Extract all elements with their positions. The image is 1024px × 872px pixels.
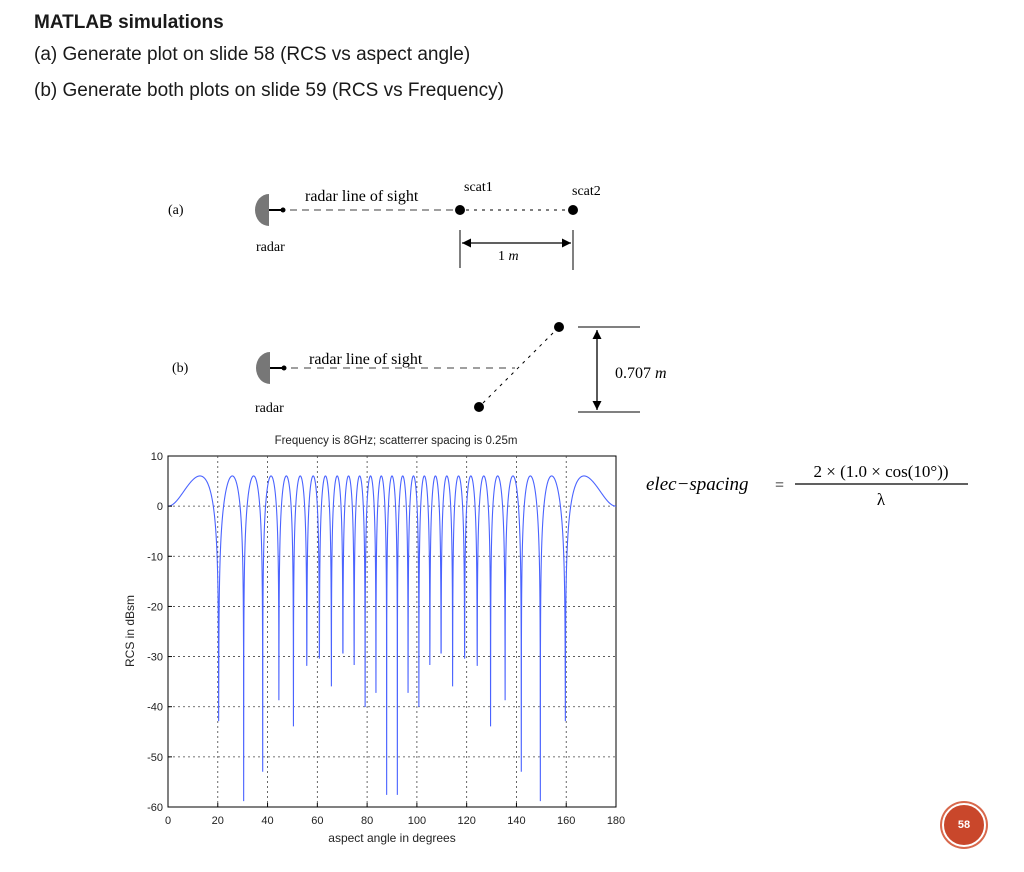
x-axis-label: aspect angle in degrees [328, 831, 456, 845]
y-tick-label: -10 [147, 551, 163, 564]
radar-dish-icon [256, 352, 287, 384]
x-tick-label: 100 [407, 815, 427, 827]
scatterer-2 [568, 205, 578, 215]
x-tick-label: 60 [311, 815, 324, 827]
line-of-sight-label-b: radar line of sight [309, 351, 423, 368]
y-tick-label: 10 [150, 451, 163, 463]
diagram-a [168, 180, 601, 270]
spacing-label: 1 m [498, 249, 519, 264]
y-tick-label: 0 [156, 501, 163, 514]
y-tick-label: -50 [147, 751, 163, 764]
y-axis-label: RCS in dBsm [123, 594, 137, 668]
plot-frame [168, 456, 616, 807]
diagram-b [172, 322, 667, 416]
scat2-label: scat2 [572, 184, 601, 199]
page-number-badge: 58 [942, 803, 986, 847]
x-tick-label: 140 [507, 815, 526, 827]
formula-denominator: λ [876, 490, 886, 509]
offset-label: 0.707 m [615, 365, 667, 382]
scat1-label: scat1 [464, 180, 493, 195]
formula-lhs: elec−spacing [646, 474, 749, 495]
chart-title: Frequency is 8GHz; scatterrer spacing is 0.25m [274, 435, 518, 447]
y-tick-label: -20 [147, 601, 163, 614]
y-tick-label: -30 [147, 651, 163, 664]
formula-equals: = [775, 477, 785, 494]
x-tick-label: 120 [457, 815, 476, 827]
y-tick-label: -60 [147, 802, 163, 814]
y-tick-label: -40 [147, 701, 163, 714]
x-tick-label: 180 [606, 815, 626, 827]
x-tick-label: 0 [164, 815, 172, 827]
diagram-b-label: (b) [172, 361, 189, 376]
radar-dish-icon [255, 194, 286, 226]
x-tick-label: 40 [261, 815, 274, 827]
x-tick-label: 80 [360, 815, 374, 827]
scatterer-1 [455, 205, 465, 215]
task-line-a: (a) Generate plot on slide 58 (RCS vs aspect angle) [34, 44, 471, 65]
elec-spacing-formula [646, 462, 968, 509]
diagram-a-label: (a) [168, 203, 184, 218]
scatterer-2-b [554, 322, 564, 332]
formula-numerator: 2 × (1.0 × cos(10°)) [813, 462, 949, 481]
task-line-b: (b) Generate both plots on slide 59 (RCS vs Frequency) [34, 80, 504, 101]
x-tick-label: 20 [211, 815, 224, 827]
x-tick-label: 160 [557, 815, 576, 827]
radar-label-a: radar [256, 240, 285, 255]
scatterer-1-b [474, 402, 484, 412]
radar-label-b: radar [255, 401, 284, 416]
rcs-chart [123, 435, 625, 845]
scatterer-link-b [483, 331, 555, 403]
line-of-sight-label-a: radar line of sight [305, 188, 419, 205]
slide-heading: MATLAB simulations [34, 12, 224, 33]
